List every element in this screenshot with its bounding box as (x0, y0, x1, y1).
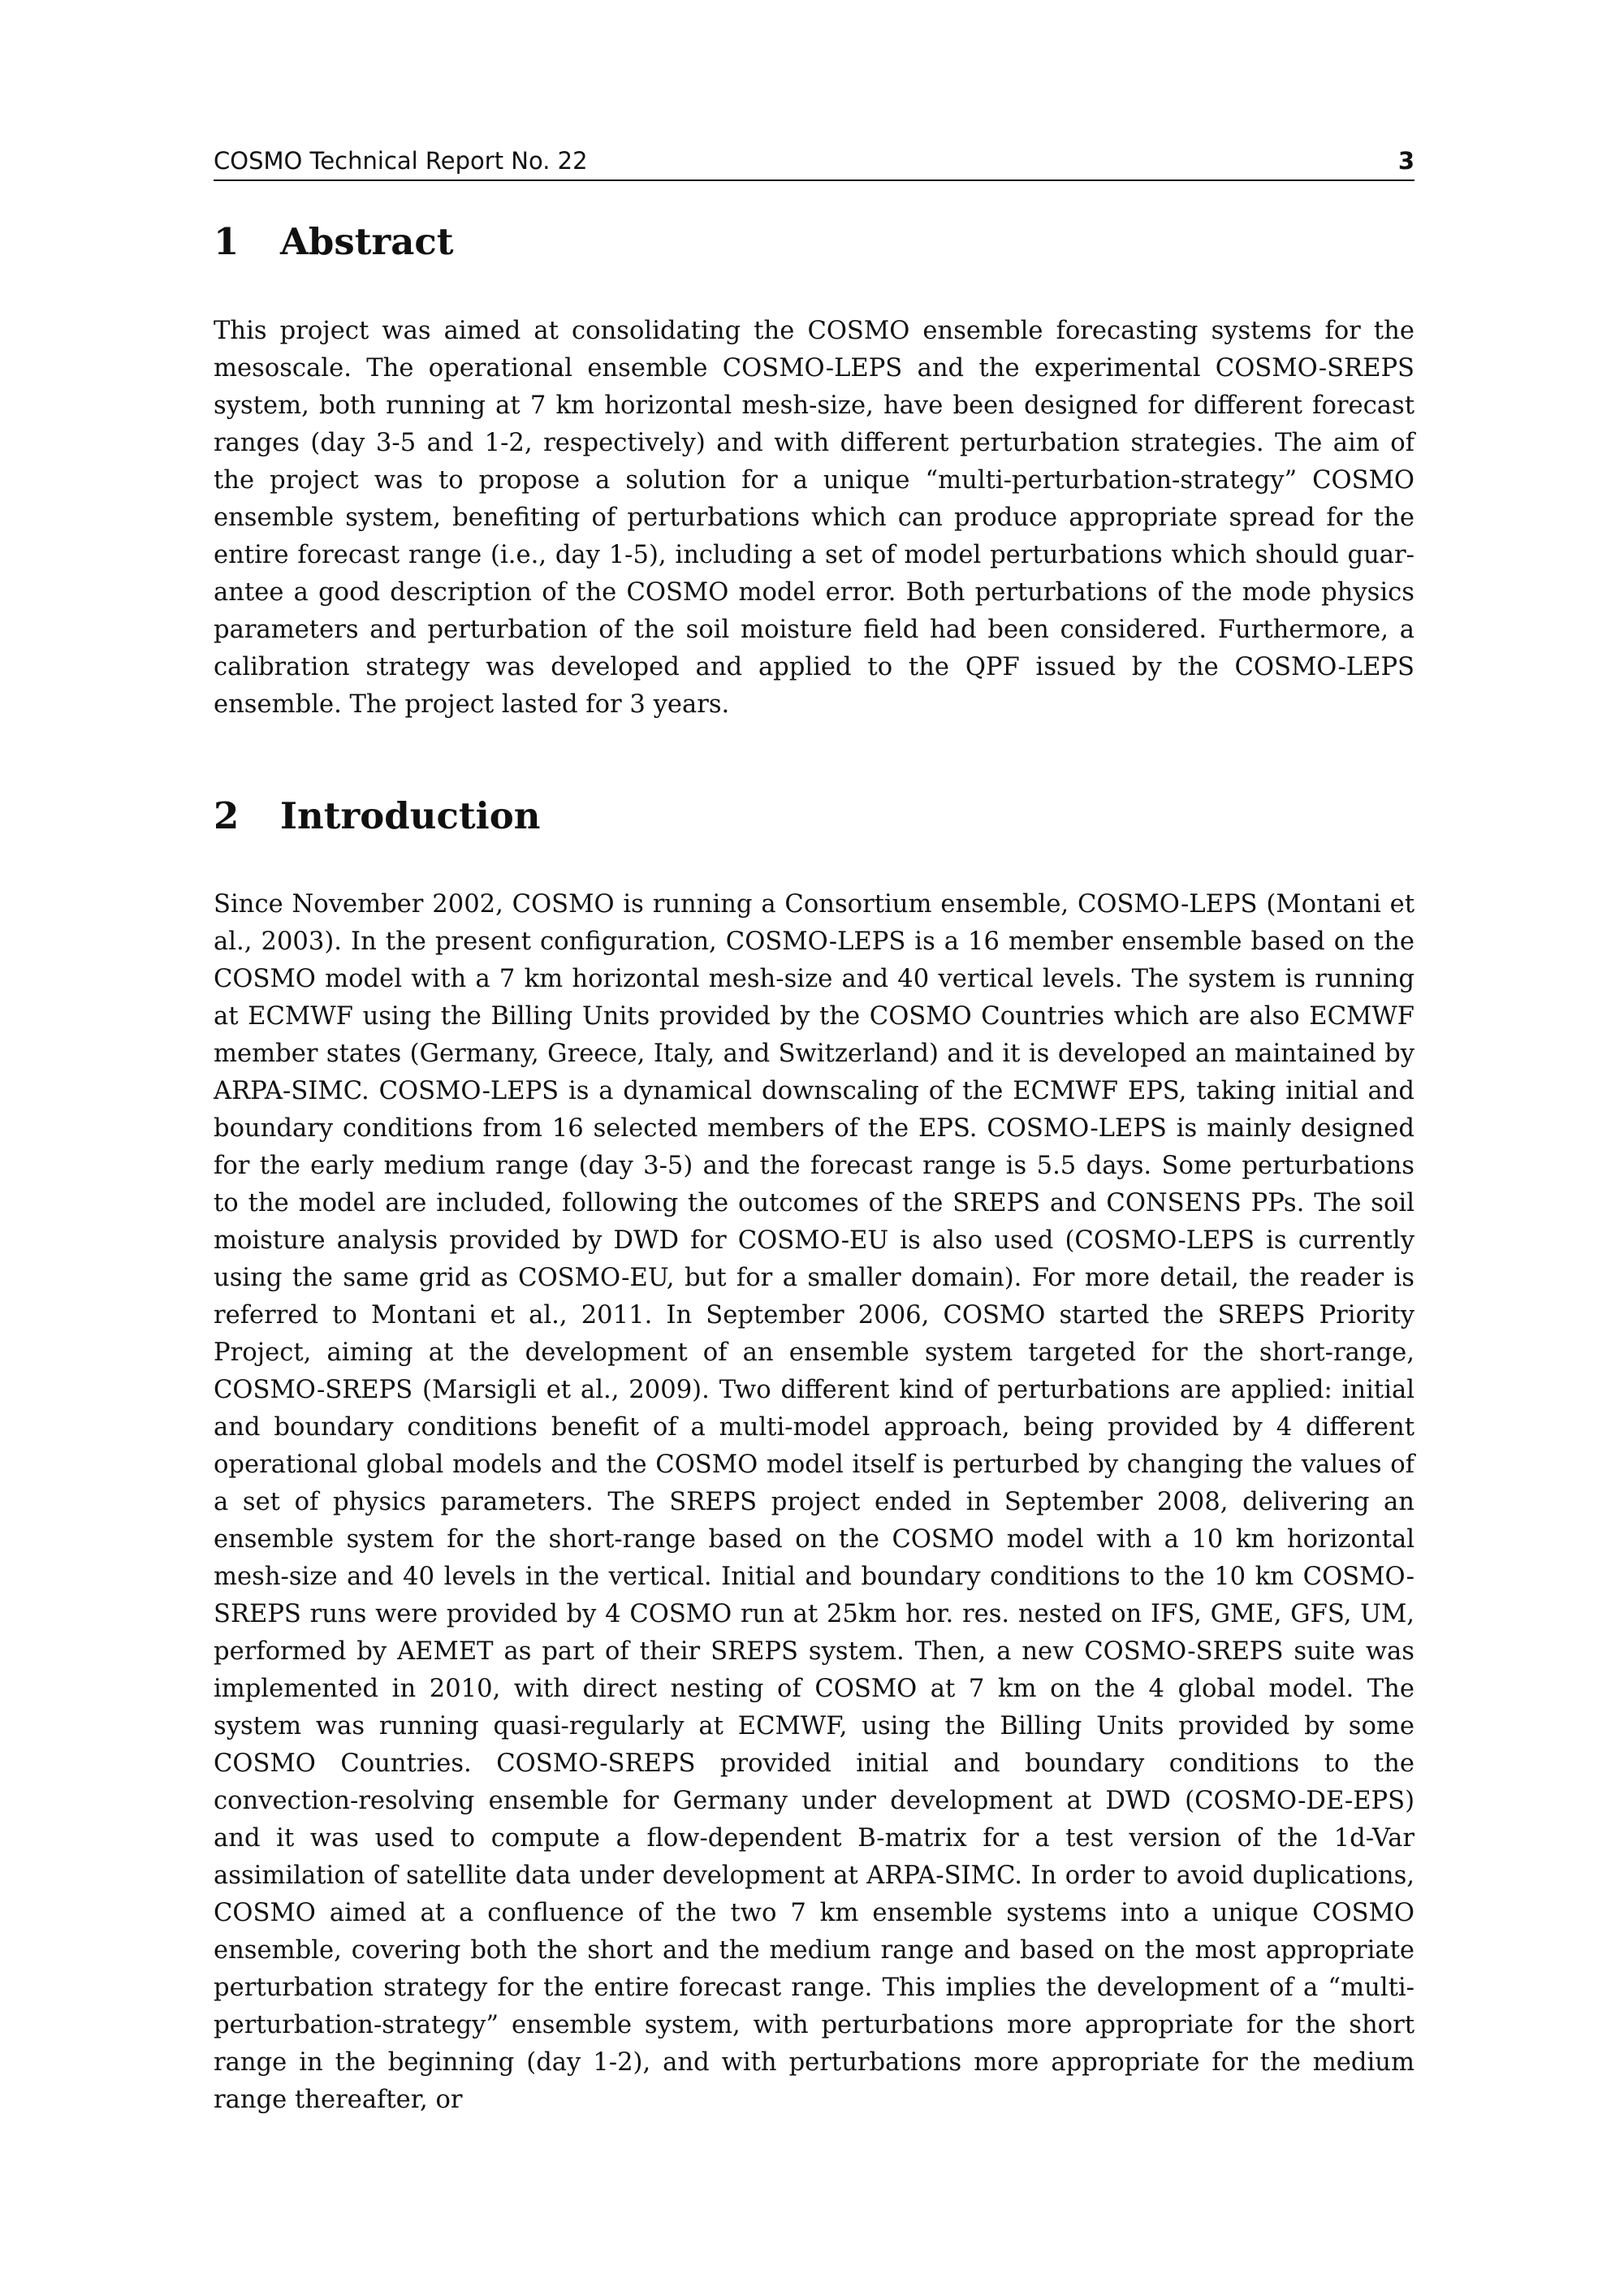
section-heading-abstract (214, 218, 1415, 266)
running-header (214, 143, 1415, 179)
introduction-paragraph: Since November 2002, COSMO is running a Consortium ensemble, COSMO-LEPS (Montani et al., 2003). In the present configuration, COSMO-LEPS is a 16 member ensemble based on the COSMO model with a 7 km horizontal mesh-size and 40 vertical levels. The system is running at ECMWF using the Billing Units provided by the COSMO Countries which are also ECMWF member states (Germany, Greece, Italy, and Switzerland) and it is developed an maintained by ARPA-SIMC. COSMO-LEPS is a dynamical downscaling of the ECMWF EPS, taking initial and boundary conditions from 16 selected members of the EPS. COSMO-LEPS is mainly designed for the early medium range (day 3-5) and the forecast range is 5.5 days. Some perturbations to the model are included, following the outcomes of the SREPS and CONSENS PPs. The soil moisture analysis provided by DWD for COSMO-EU is also used (COSMO-LEPS is currently using the same grid as COSMO-EU, but for a smaller domain). For more detail, the reader is referred to Montani et al., 2011. In September 2006, COSMO started the SREPS Priority Project, aiming at the development of an ensemble system targeted for the short-range, COSMO-SREPS (Marsigli et al., 2009). Two different kind of perturbations are applied: initial and boundary conditions benefit of a multi-model approach, being provided by 4 different operational global models and the COSMO model itself is perturbed by changing the values of a set of physics parameters. The SREPS project ended in September 2008, delivering an ensemble system for the short-range based on the COSMO model with a 10 km horizontal mesh-size and 40 levels in the vertical. Initial and boundary conditions to the 10 km COSMO-SREPS runs were provided by 4 COSMO run at 25km hor. res. nested on IFS, GME, GFS, UM, performed by AEMET as part of their SREPS system. Then, a new COSMO-SREPS suite was implemented in 2010, with direct nesting of COSMO at 7 km on the 4 global model. The system was running quasi-regularly at ECMWF, using the Billing Units provided by some COSMO Countries. COSMO-SREPS provided initial and boundary conditions to the convection-resolving ensemble for Germany under development at DWD (COSMO-DE-EPS) and it was used to compute a flow-dependent B-matrix for a test version of the 1d-Var assimilation of satellite data under development at ARPA-SIMC. In order to avoid duplications, COSMO aimed at a confluence of the two 7 km ensemble systems into a unique COSMO ensemble, covering both the short and the medium range and based on the most appropriate perturbation strategy for the entire forecast range. This implies the development of a “multi-perturbation-strategy” ensemble system, with perturbations more appropriate for the short range in the beginning (day 1-2), and with perturbations more appropriate for the medium range thereafter, or (214, 890, 1415, 2114)
page-number: 3 (1397, 147, 1415, 175)
header-rule (214, 179, 1415, 181)
section-number: 2 (214, 794, 240, 837)
section-heading-introduction (214, 792, 1415, 841)
section-title: Abstract (280, 220, 454, 263)
section-number: 1 (214, 220, 240, 263)
abstract-paragraph: This project was aimed at consolidating the COSMO ensemble forecasting systems for the mesoscale. The operational ensemble COSMO-LEPS and the experimental COSMO-SREPS system, both running at 7 km horizontal mesh-size, have been designed for different forecast ranges (day 3-5 and 1-2, respectively) and with different perturbation strategies. The aim of the project was to propose a solution for a unique “multi-perturbation-strategy” COSMO ensemble system, benefiting of perturbations which can produce appropriate spread for the entire forecast range (i.e., day 1-5), including a set of model perturbations which should guarantee a good description of the COSMO model error. Both perturbations of the mode physics parameters and perturbation of the soil moisture field had been considered. Furthermore, a calibration strategy was developed and applied to the QPF issued by the COSMO-LEPS ensemble. The project lasted for 3 years. (214, 317, 1415, 719)
section-title: Introduction (280, 794, 541, 837)
report-title: COSMO Technical Report No. 22 (214, 147, 588, 175)
